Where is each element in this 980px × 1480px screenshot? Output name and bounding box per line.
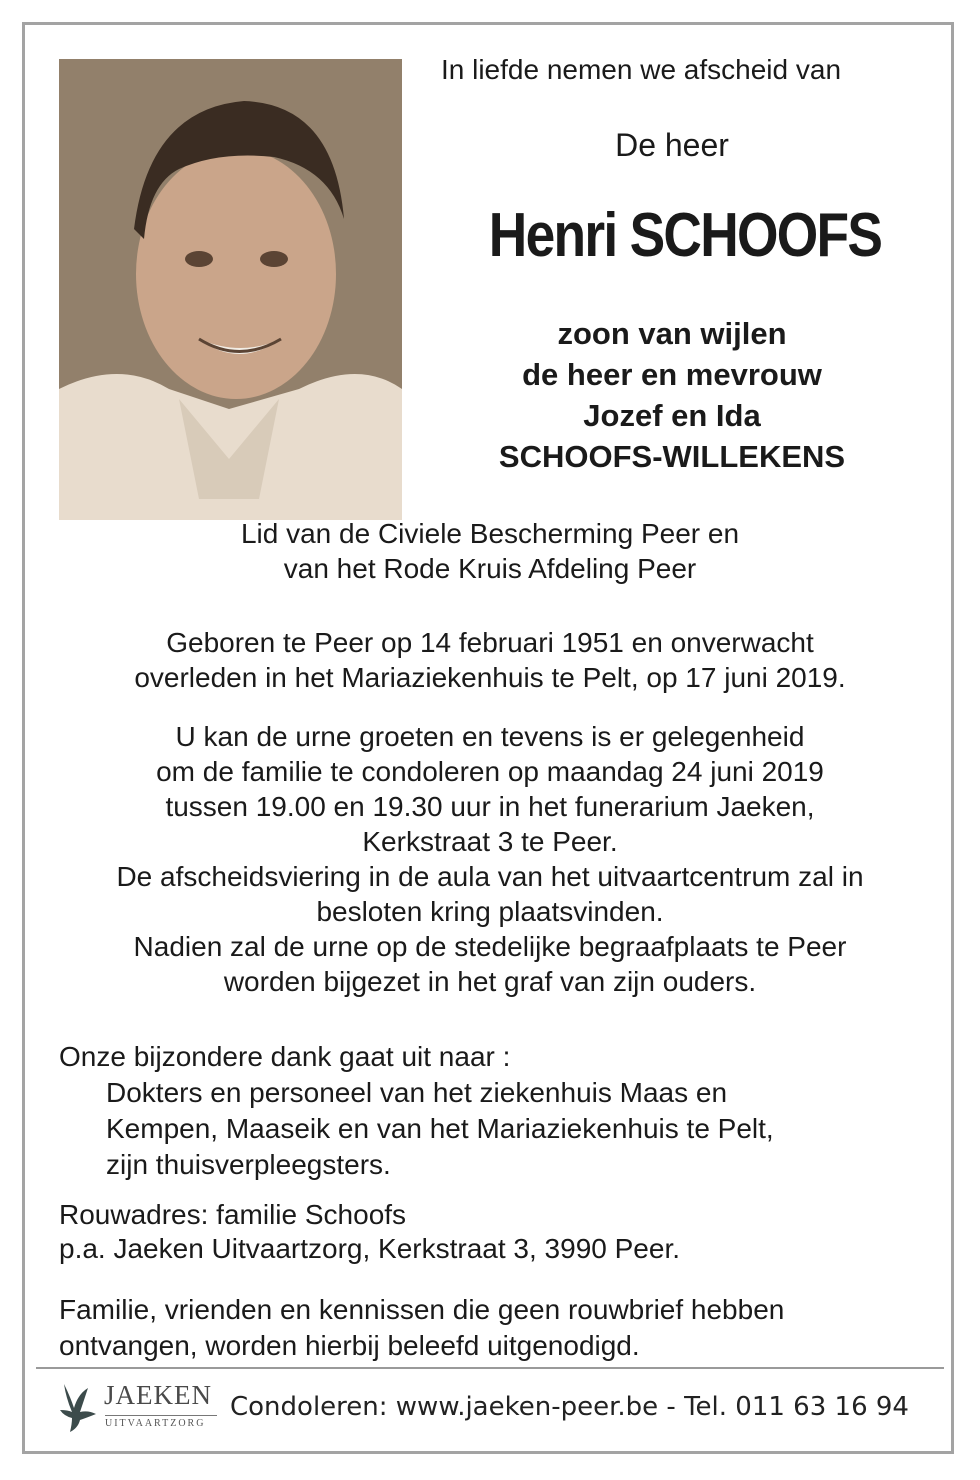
logo-subtitle: UITVAARTZORG [105,1415,217,1429]
footer-contact[interactable] [230,1392,909,1422]
address-line: Rouwadres: familie Schoofs [59,1199,407,1230]
mourning-address [59,1198,680,1266]
ceremony-line: besloten kring plaatsvinden. [316,896,664,927]
closing-text [59,1292,784,1364]
ceremony-line: tussen 19.00 en 19.30 uur in het funerarium Jaeken, [165,791,815,822]
thanks-line: Kempen, Maaseik en van het Mariaziekenhuis te Pelt, [106,1113,774,1144]
membership-block [0,516,980,586]
footer-divider [36,1367,944,1369]
logo-wordmark: JAEKEN [104,1380,212,1410]
ceremony-line: Nadien zal de urne op de stedelijke begraafplaats te Peer [133,931,847,962]
birth-death-block [0,625,980,695]
ceremony-line: U kan de urne groeten en tevens is er gelegenheid [175,721,805,752]
closing-line: Familie, vrienden en kennissen die geen rouwbrief hebben [59,1294,785,1325]
ceremony-line: Kerkstraat 3 te Peer. [362,826,618,857]
parents-line: Jozef en Ida [583,398,761,433]
ceremony-line: De afscheidsviering in de aula van het uitvaartcentrum zal in [116,861,864,892]
ceremony-block [0,719,980,999]
membership-line: van het Rode Kruis Afdeling Peer [283,553,697,584]
dove-logo-icon [58,1382,100,1434]
footer-contact-text[interactable]: Condoleren: www.jaeken-peer.be - Tel. 011 63 16 94 [230,1392,909,1422]
parents-block [402,313,942,477]
thanks-line: Dokters en personeel van het ziekenhuis Maas en [106,1077,728,1108]
thanks-heading: Onze bijzondere dank gaat uit naar : [59,1041,511,1072]
parents-line: zoon van wijlen [557,316,787,351]
closing-line: ontvangen, worden hierbij beleefd uitgenodigd. [59,1330,640,1361]
birth-death-line: Geboren te Peer op 14 februari 1951 en onverwacht [166,627,814,658]
honorific: De heer [615,127,729,163]
birth-death-line: overleden in het Mariaziekenhuis te Pelt, op 17 juni 2019. [134,662,846,693]
thanks-block [59,1039,774,1183]
address-line: p.a. Jaeken Uitvaartzorg, Kerkstraat 3, 3990 Peer. [59,1233,681,1264]
thanks-line: zijn thuisverpleegsters. [106,1149,391,1180]
parents-line: de heer en mevrouw [522,357,822,392]
ceremony-line: om de familie te condoleren op maandag 24 juni 2019 [156,756,824,787]
parents-line: SCHOOFS-WILLEKENS [498,439,846,474]
ceremony-line: worden bijgezet in het graf van zijn ouders. [223,966,757,997]
intro-text: In liefde nemen we afscheid van [440,54,842,85]
membership-line: Lid van de Civiele Bescherming Peer en [240,518,740,549]
portrait-photo [59,59,402,520]
deceased-name: Henri SCHOOFS [488,201,882,270]
